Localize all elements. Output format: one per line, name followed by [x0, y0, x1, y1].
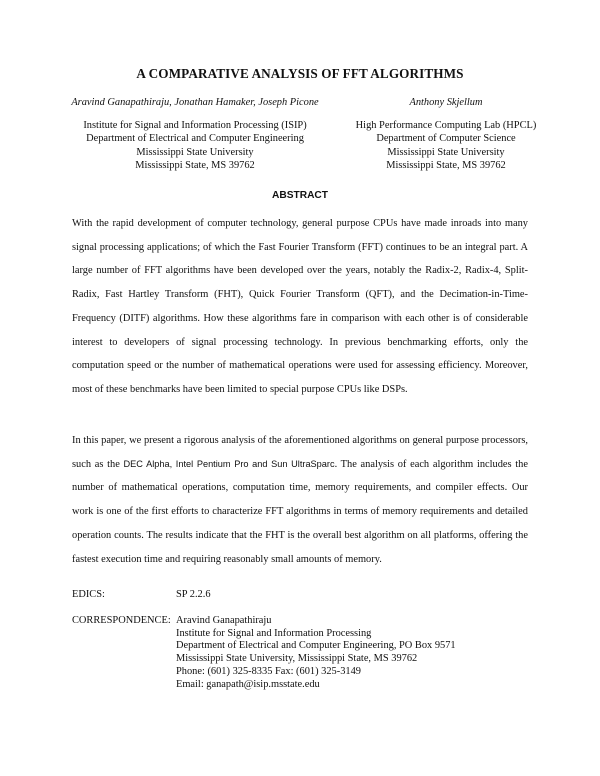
- edics-label: EDICS:: [72, 589, 105, 600]
- correspondence-label: CORRESPONDENCE:: [72, 615, 171, 626]
- author-block-right: [346, 96, 546, 173]
- paper-title: A COMPARATIVE ANALYSIS OF FFT ALGORITHMS: [136, 66, 464, 81]
- affiliation-line: Department of Electrical and Computer Engineering: [86, 133, 304, 145]
- abstract-paragraph-2: [72, 429, 528, 571]
- correspondence-line: Phone: (601) 325-8335 Fax: (601) 325-3149: [176, 665, 361, 677]
- paragraph-2-text-start: In this paper, we present a rigorous analysis of the aforementioned algorithms on general purpose processors, such as the: [72, 435, 528, 470]
- correspondence-line: Department of Electrical and Computer Engineering, PO Box 9571: [176, 640, 456, 652]
- correspondence-block: [176, 615, 456, 691]
- affiliation-line: Mississippi State, MS 39762: [386, 160, 506, 172]
- correspondence-line: Mississippi State University, Mississippi State, MS 39762: [176, 653, 418, 665]
- affiliation-line: High Performance Computing Lab (HPCL): [355, 119, 537, 131]
- correspondence-email: Email: ganapath@isip.msstate.edu: [176, 678, 320, 690]
- affiliation-line: Institute for Signal and Information Processing (ISIP): [83, 119, 307, 131]
- abstract-paragraph-1: With the rapid development of computer technology, general purpose CPUs have made inroads into many signal processing applications; of which the Fast Fourier Transform (FFT) continues to be an integral part. A large number of FFT algorithms have been developed over the years, notably the Radix-2, Radix-4, Split-Radix, Fast Hartley Transform (FHT), Quick Fourier Transform (QFT), and the Decimation-in-Time-Frequency (DITF) algorithms. How these algorithms fare in comparison with each other is of considerable interest to developers of signal processing technology. In previous benchmarking efforts, only the computation speed or the number of mathematical operations were used for assessing efficiency. Moreover, most of these benchmarks have been limited to special purpose CPUs like DSPs.: [72, 218, 528, 395]
- author-names-left: Aravind Ganapathiraju, Jonathan Hamaker, Joseph Picone: [71, 97, 319, 108]
- correspondence-line: Aravind Ganapathiraju: [176, 615, 272, 626]
- processor-names: DEC Alpha, Intel Pentium Pro and Sun UltraSparc: [123, 458, 335, 469]
- author-names-right: Anthony Skjellum: [409, 97, 483, 108]
- affiliation-line: Mississippi State, MS 39762: [135, 160, 255, 172]
- abstract-heading: ABSTRACT: [271, 190, 329, 201]
- correspondence-line: Institute for Signal and Information Processing: [176, 627, 372, 639]
- affiliation-line: Mississippi State University: [136, 146, 254, 158]
- paragraph-2-text-end: . The analysis of each algorithm includes the number of mathematical operations, computation time, memory requirements, and compiler effects. Our work is one of the first efforts to characterize FFT algorithms in terms of memory requirements and detailed operation counts. The results indicate that the FHT is the overall best algorithm on all platforms, offering the fastest execution time and requiring reasonably small amounts of memory.: [72, 458, 528, 565]
- author-block-left: [60, 96, 330, 173]
- affiliation-line: Mississippi State University: [387, 146, 505, 158]
- affiliation-line: Department of Computer Science: [376, 133, 516, 145]
- edics-value: SP 2.2.6: [176, 589, 211, 600]
